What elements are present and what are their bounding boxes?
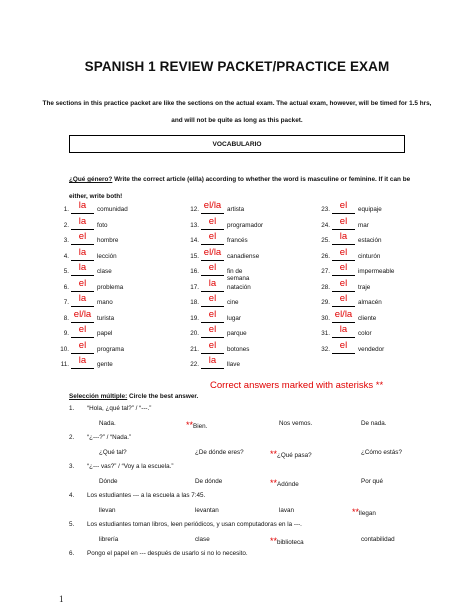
- handwritten-answer: el: [208, 262, 217, 273]
- vocab-word: equipaje: [358, 206, 382, 213]
- answer-blank-line: [201, 337, 224, 338]
- vocab-word: papel: [97, 330, 113, 337]
- vocab-item-number: 10.: [60, 345, 69, 353]
- handwritten-answer: la: [339, 231, 348, 242]
- vocab-word: canadiense: [227, 252, 260, 260]
- correct-answers-note: Correct answers marked with asterisks **: [210, 380, 384, 391]
- mc-option-text: ¿Qué tal?: [99, 448, 127, 456]
- answer-blank-line: [71, 291, 94, 292]
- mc-option[interactable]: [270, 536, 304, 546]
- handwritten-answer: el: [208, 231, 217, 242]
- vocab-word: natación: [227, 283, 251, 291]
- mc-question: [69, 463, 173, 470]
- vocab-word: parque: [227, 330, 247, 337]
- mc-option[interactable]: [270, 478, 299, 488]
- handwritten-answer: el: [78, 324, 87, 335]
- mc-option-text: Adónde: [277, 480, 299, 488]
- vocab-item-number: 7.: [63, 299, 69, 306]
- vocab-item-number: 32.: [321, 345, 330, 353]
- handwritten-answer: el: [208, 308, 217, 320]
- handwritten-answer: el/la: [203, 246, 222, 258]
- vocab-word: programador: [227, 221, 264, 229]
- mc-option[interactable]: [361, 536, 395, 543]
- mc-question: [69, 434, 131, 441]
- answer-blank-line: [332, 244, 355, 245]
- mc-heading-lead: Selección múltiple:: [69, 393, 128, 400]
- mc-option-text: biblioteca: [277, 538, 304, 546]
- multiple-choice-heading: [69, 393, 198, 400]
- handwritten-answer: el: [339, 293, 348, 304]
- vocab-item-number: 27.: [321, 268, 330, 275]
- answer-blank-line: [71, 213, 94, 214]
- vocab-item-number: 1.: [63, 206, 69, 213]
- mc-question: [69, 521, 302, 528]
- mc-question-number: 3.: [69, 463, 75, 470]
- answer-blank-line: [332, 353, 355, 354]
- mc-option[interactable]: [361, 420, 387, 427]
- answer-blank-line: [71, 306, 94, 307]
- vocab-word: problema: [97, 283, 124, 291]
- vocab-item-number: 31.: [321, 330, 330, 337]
- vocab-item-number: 22.: [190, 361, 199, 368]
- vocab-word: clase: [97, 268, 112, 275]
- vocab-word: fin de semana: [227, 268, 250, 282]
- answer-blank-line: [201, 275, 224, 276]
- handwritten-answer: el: [78, 339, 87, 351]
- handwritten-answer: la: [78, 355, 87, 366]
- vocab-item-number: 6.: [63, 283, 69, 291]
- mc-option[interactable]: [195, 536, 210, 543]
- mc-option-text: Nada.: [99, 419, 116, 427]
- vocab-word: francés: [227, 237, 248, 244]
- mc-option[interactable]: [195, 478, 222, 485]
- answer-blank-line: [332, 291, 355, 292]
- vocab-item-number: 12.: [190, 206, 199, 213]
- vocab-word: cine: [227, 299, 239, 306]
- answer-blank-line: [201, 213, 224, 214]
- vocab-item-number: 26.: [321, 252, 330, 260]
- mc-option[interactable]: [270, 449, 312, 459]
- vocab-word: artista: [227, 206, 245, 213]
- handwritten-answer: el: [208, 293, 217, 304]
- vocab-item-number: 8.: [63, 314, 69, 322]
- answer-blank-line: [71, 275, 94, 276]
- handwritten-answer: el/la: [203, 200, 222, 211]
- correct-answer-marker: **: [270, 448, 278, 459]
- answer-blank-line: [71, 337, 94, 338]
- mc-option[interactable]: [99, 420, 116, 427]
- vocab-item-number: 18.: [190, 299, 199, 306]
- mc-question: [69, 550, 248, 557]
- correct-answer-marker: **: [352, 506, 360, 517]
- vocab-item-number: 30.: [321, 314, 330, 322]
- answer-blank-line: [332, 229, 355, 230]
- handwritten-answer: el: [339, 246, 348, 258]
- vocab-item-number: 21.: [190, 345, 199, 353]
- mc-option-text: llevan: [99, 506, 116, 514]
- mc-option[interactable]: [279, 420, 312, 427]
- vocab-word: lugar: [227, 314, 242, 322]
- answer-blank-line: [201, 306, 224, 307]
- correct-answer-marker: **: [186, 419, 194, 430]
- mc-option-text: llegan: [359, 509, 376, 517]
- answer-blank-line: [71, 229, 94, 230]
- mc-question-number: 5.: [69, 521, 75, 528]
- vocab-item-number: 17.: [190, 283, 199, 291]
- handwritten-answer: el: [78, 231, 87, 242]
- mc-option-text: De nada.: [361, 419, 387, 427]
- mc-option-text: ¿Qué pasa?: [277, 451, 312, 459]
- handwritten-answer: la: [78, 262, 87, 273]
- mc-option-text: librería: [99, 535, 119, 543]
- answer-blank-line: [71, 368, 94, 369]
- vocab-item-number: 28.: [321, 283, 330, 291]
- answer-blank-line: [332, 322, 355, 323]
- handwritten-answer: el/la: [73, 308, 92, 320]
- mc-option[interactable]: [352, 507, 376, 517]
- vocab-word: hombre: [97, 237, 119, 244]
- vocab-item-number: 13.: [190, 221, 199, 229]
- vocab-word: estación: [358, 237, 382, 244]
- vocab-word: comunidad: [97, 206, 128, 213]
- vocab-item-number: 19.: [190, 314, 199, 322]
- mc-option-text: levantan: [195, 506, 219, 514]
- vocab-item-number: 24.: [321, 221, 330, 229]
- handwritten-answer: el: [339, 215, 348, 227]
- vocab-section-heading: VOCABULARIO: [69, 135, 405, 153]
- vocab-word: botones: [227, 345, 250, 353]
- vocab-word: llave: [227, 361, 240, 368]
- handwritten-answer: el: [339, 200, 348, 211]
- answer-blank-line: [201, 229, 224, 230]
- mc-question-text: Los estudiantes toman libros, leen periódicos, y usan computadoras en la ---.: [87, 521, 302, 528]
- correct-answer-marker: **: [270, 535, 278, 546]
- mc-option-text: Nos vemos.: [279, 419, 313, 427]
- mc-option-text: ¿De dónde eres?: [195, 448, 244, 456]
- vocab-word: programa: [97, 345, 124, 353]
- mc-question-number: 2.: [69, 434, 75, 441]
- vocab-word: turista: [97, 314, 115, 322]
- answer-blank-line: [201, 368, 224, 369]
- answer-blank-line: [201, 353, 224, 354]
- gender-instructions: [69, 171, 429, 205]
- mc-question: [69, 405, 151, 412]
- vocab-word: vendedor: [358, 345, 385, 353]
- vocab-word: almacén: [358, 299, 382, 306]
- answer-blank-line: [332, 260, 355, 261]
- handwritten-answer: el: [208, 339, 217, 351]
- answer-blank-line: [201, 260, 224, 261]
- handwritten-answer: la: [339, 324, 348, 335]
- vocab-item-number: 15.: [190, 252, 199, 260]
- vocab-item-number: 20.: [190, 330, 199, 337]
- handwritten-answer: la: [78, 215, 87, 227]
- answer-blank-line: [332, 213, 355, 214]
- vocab-item-number: 9.: [63, 330, 69, 337]
- gender-instructions-lead: ¿Qué género?: [69, 176, 113, 183]
- vocab-item-number: 11.: [60, 361, 69, 368]
- answer-blank-line: [71, 322, 94, 323]
- mc-question-text: “Hola, ¿qué tal?” / “---.”: [87, 405, 152, 412]
- mc-option-text: Bien.: [193, 422, 208, 430]
- mc-option[interactable]: [279, 507, 294, 514]
- handwritten-answer: la: [78, 200, 87, 211]
- intro-paragraph: The sections in this practice packet are like the sections on the actual exam. The actual exam, however, will be timed for 1.5 hrs, and will not be quite as long as this packet.: [42, 100, 432, 124]
- vocab-word: cinturón: [358, 252, 381, 260]
- vocab-item-number: 3.: [63, 237, 69, 244]
- vocab-item-number: 16.: [190, 268, 199, 275]
- page-number: 1: [59, 594, 64, 604]
- vocab-word: impermeable: [358, 268, 395, 275]
- vocab-item-number: 4.: [63, 252, 69, 260]
- answer-blank-line: [201, 291, 224, 292]
- mc-option-text: clase: [195, 535, 210, 543]
- mc-option-text: Por qué: [361, 477, 384, 485]
- handwritten-answer: el: [78, 277, 87, 289]
- vocab-word: gente: [97, 361, 113, 368]
- mc-question-number: 6.: [69, 550, 75, 557]
- mc-option[interactable]: [195, 507, 219, 514]
- document-title: SPANISH 1 REVIEW PACKET/PRACTICE EXAM: [84, 59, 390, 74]
- mc-heading-text: Circle the best answer.: [127, 393, 199, 400]
- vocab-item-number: 29.: [321, 299, 330, 306]
- handwritten-answer: la: [208, 355, 217, 366]
- mc-question: [69, 492, 205, 499]
- mc-question-text: Pongo el papel en --- después de usarlo si no lo necesito.: [87, 550, 248, 557]
- handwritten-answer: el: [339, 262, 348, 273]
- answer-blank-line: [71, 353, 94, 354]
- vocab-item-number: 14.: [190, 237, 199, 244]
- mc-question-text: “¿---?” / “Nada.”: [87, 434, 132, 441]
- mc-option[interactable]: [99, 536, 118, 543]
- mc-option-text: contabilidad: [361, 535, 395, 543]
- handwritten-answer: el: [339, 277, 348, 289]
- mc-option-text: ¿Cómo estás?: [361, 448, 402, 456]
- mc-option[interactable]: [361, 478, 383, 485]
- answer-blank-line: [332, 306, 355, 307]
- answer-blank-line: [71, 244, 94, 245]
- handwritten-answer: la: [78, 246, 87, 258]
- vocab-word: mano: [97, 299, 113, 306]
- mc-question-text: Los estudiantes --- a la escuela a las 7:45.: [87, 492, 206, 499]
- vocab-word: lección: [97, 252, 117, 260]
- mc-option[interactable]: [99, 478, 118, 485]
- vocab-item-number: 2.: [63, 221, 69, 229]
- mc-option[interactable]: [361, 449, 402, 456]
- handwritten-answer: la: [208, 277, 217, 289]
- vocab-word: color: [358, 330, 372, 337]
- mc-option-text: De dónde: [195, 477, 223, 485]
- mc-question-number: 4.: [69, 492, 75, 499]
- vocab-item-number: 23.: [321, 206, 330, 213]
- handwritten-answer: el: [208, 215, 217, 227]
- answer-blank-line: [332, 337, 355, 338]
- mc-option[interactable]: [99, 507, 115, 514]
- vocab-word: traje: [358, 283, 371, 291]
- answer-blank-line: [201, 244, 224, 245]
- mc-option-text: Dónde: [99, 477, 118, 485]
- vocab-word: cliente: [358, 314, 377, 322]
- mc-option-text: lavan: [279, 506, 295, 514]
- handwritten-answer: el: [208, 324, 217, 335]
- mc-option[interactable]: [186, 420, 207, 430]
- correct-answer-marker: **: [270, 477, 278, 488]
- handwritten-answer: el: [339, 339, 348, 351]
- vocab-item-number: 5.: [63, 268, 69, 275]
- answer-blank-line: [71, 260, 94, 261]
- gender-instructions-text: Write the correct article (el/la) according to whether the word is masculine or feminine. If it can be either, write both!: [69, 176, 411, 200]
- mc-question-number: 1.: [69, 405, 75, 412]
- mc-question-text: “¿--- vas?” / “Voy a la escuela.”: [87, 463, 174, 470]
- mc-option[interactable]: [99, 449, 127, 456]
- answer-blank-line: [332, 275, 355, 276]
- vocab-word: foto: [97, 221, 108, 229]
- handwritten-answer: la: [78, 293, 87, 304]
- vocab-item-number: 25.: [321, 237, 330, 244]
- answer-blank-line: [201, 322, 224, 323]
- mc-option[interactable]: [195, 449, 244, 456]
- handwritten-answer: el/la: [334, 308, 353, 320]
- vocab-word: mar: [358, 221, 369, 229]
